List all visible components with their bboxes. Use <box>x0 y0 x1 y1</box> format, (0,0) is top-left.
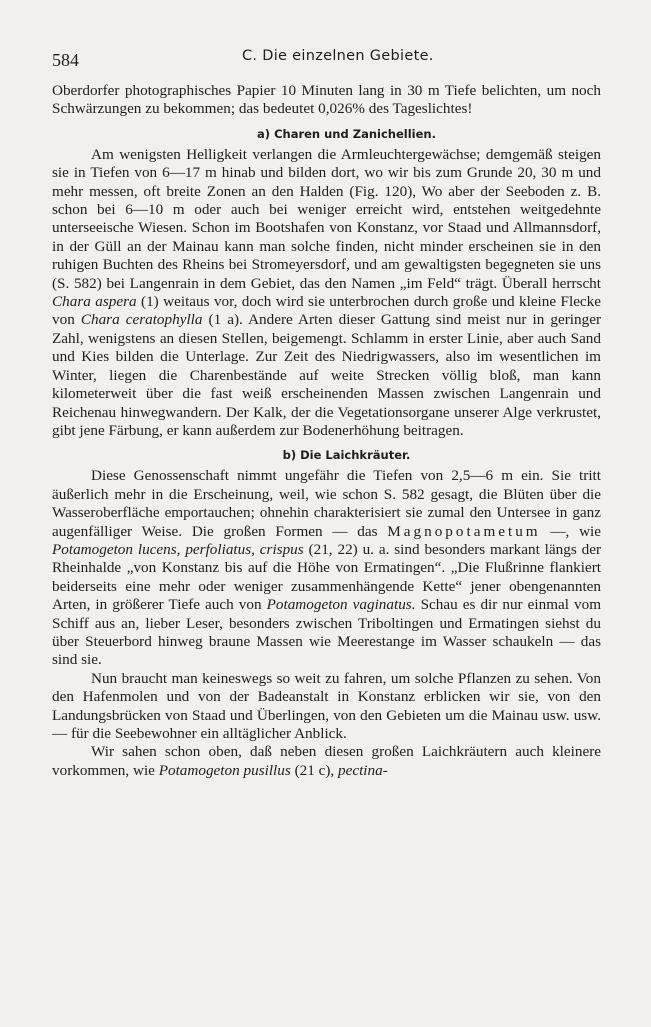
intro-paragraph: Oberdorfer photographisches Papier 10 Minuten lang in 30 m Tiefe belichten, um noch Schwärzungen zu bekommen; das bedeutet 0,026% des Tageslichtes! <box>52 82 601 118</box>
paragraph-laichkraeuter-1 <box>52 467 601 669</box>
species-name: Chara ceratophylla <box>80 311 203 329</box>
page-number: 584 <box>52 50 79 70</box>
text-run: (1 a). Andere Arten dieser Gattung sind meist nur in geringer Zahl, wenigstens an diesen Stellen, beigemengt. Schlamm in erster Linie, aber auch Sand und Kies bilden die Unterlage. Zur Zeit des Niedrigwassers, also im wesentlichen im Winter, liegen die Charenbestände auf weite Strecken völlig bloß, man kann kilometerweit über die fast weiß erscheinenden Massen zwischen Langenrain und Reichenau hinwegwandern. Der Kalk, der die Vegetationsorgane unserer Alge verkrustet, gibt jene Färbung, er kann außerdem zur Bodenerhöhung beitragen. <box>52 311 602 439</box>
text-run: (21, 22) u. a. sind besonders markant längs der Rheinhalde „von Konstanz bis auf die Höhe von Ermatingen“. „Die Flußrinne flankiert beiderseits eine mehr oder weniger zusammenhängende Kette“ jener obengenannten Arten, in größerer Tiefe auch von <box>52 540 601 614</box>
text-run: —, wie <box>550 522 602 540</box>
text-run: Wir sahen schon oben, daß neben diesen großen Laichkräutern auch kleinere vorkommen, wie <box>52 743 601 779</box>
text-run: (1) weitaus vor, doch wird sie unterbrochen durch große und kleine Flecke von <box>52 293 602 329</box>
page-header <box>52 44 601 82</box>
paragraph-laichkraeuter-2: Nun braucht man keineswegs so weit zu fahren, um solche Pflanzen zu sehen. Von den Hafenmolen und von der Badeanstalt in Konstanz erblicken wir sie, von den Landungsbrücken von Staad und Überlingen, von den Gebieten um die Mainau usw. usw. — für die Seebewohner ein alltäglicher Anblick. <box>52 669 601 742</box>
species-name: Potamogeton lucens, perfoliatus, crispus <box>52 540 304 558</box>
text-run: Diese Genossenschaft nimmt ungefähr die Tiefen von 2,5—6 m ein. Sie tritt äußerlich mehr in die Erscheinung, weil, wie schon S. 582 gesagt, die Blüten über die Wasseroberfläche emportauchen; ohnehin charakterisiert sie zumal den Untersee in ganz augenfälliger Weise. Die großen Formen — das <box>52 467 601 540</box>
species-name: Chara aspera <box>52 293 137 311</box>
spaced-term: Magnopotametum <box>387 522 541 540</box>
section-heading-charen: a) Charen und Zanichellien. <box>257 126 436 141</box>
species-name: pectina- <box>338 761 388 779</box>
text-run: (21 c), <box>294 761 335 779</box>
running-head: C. Die einzelnen Gebiete. <box>242 48 434 64</box>
species-name: Potamogeton vaginatus. <box>266 596 416 614</box>
text-run: Schau es dir nur einmal vom Schiff aus an, lieber Leser, besonders zwischen Triboltingen und Ermatingen siehst du über Steuerbord hinweg braune Massen wie Meerestange im Wasser schaukeln — das sind sie. <box>52 596 602 669</box>
species-name: Potamogeton pusillus <box>158 761 291 779</box>
paragraph-laichkraeuter-3 <box>52 743 601 780</box>
text-run: Am wenigsten Helligkeit verlangen die Armleuchtergewächse; demgemäß steigen sie in Tiefen von 6—17 m hinab und bilden dort, wo wir bis zum Grunde 20, 30 m und mehr messen, oft breite Zonen an den Halden (Fig. 120), Wo aber der Seeboden z. B. schon bei 6—10 m oder auch bei weniger erreicht wird, entstehen weitgedehnte unterseeische Wiesen. Schon im Bootshafen von Konstanz, vor Staad und Allmannsdorf, in der Güll an der Mainau kann man solche finden, nicht minder erscheinen sie in den ruhigen Buchten des Rheins bei Stromeyersdorf, und am gewaltigsten begegneten sie uns (S. 582) bei Langenrain in dem Gebiet, das den Namen „im Feld“ trägt. Überall herrscht <box>52 145 601 292</box>
paragraph-charen <box>52 146 601 441</box>
section-heading-laichkraeuter: b) Die Laichkräuter. <box>282 448 411 463</box>
